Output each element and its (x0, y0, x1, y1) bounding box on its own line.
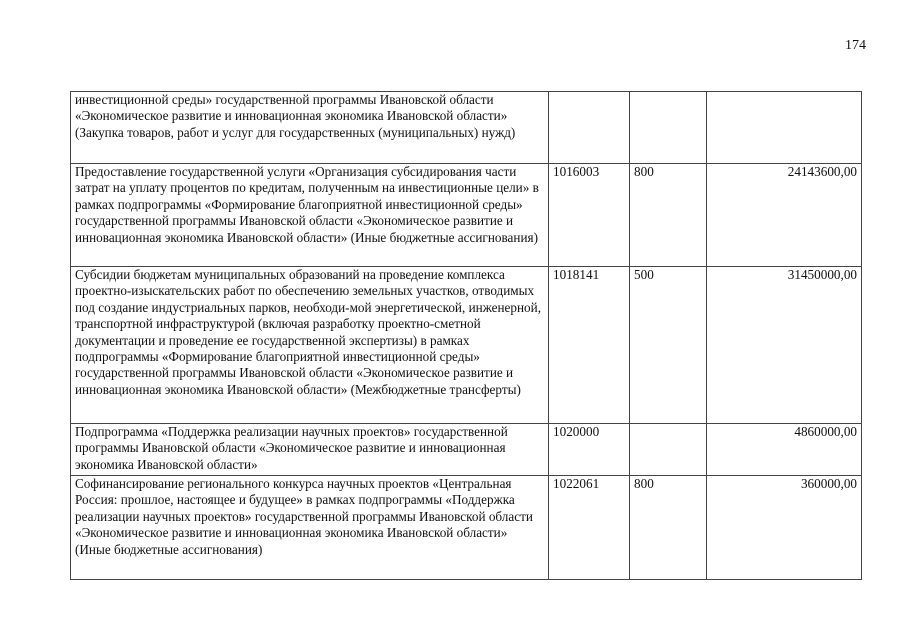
row-type-cell: 800 (630, 164, 707, 267)
row-sum-cell: 24143600,00 (707, 164, 862, 267)
row-type-cell: 500 (630, 267, 707, 424)
row-code-cell: 1020000 (549, 424, 630, 476)
row-name-cell: Предоставление государственной услуги «Организация субсидирования части затрат на уплату процентов по кредитам, полученным на инвестиционные цели» в рамках подпрограммы «Формирование благоприятной инвестиционной среды» государственной программы Ивановской области «Экономическое развитие и инновационная экономика Ивановской области» (Иные бюджетные ассигнования) (71, 164, 549, 267)
row-code-cell: 1022061 (549, 476, 630, 580)
table-row (71, 164, 862, 267)
row-sum-cell: 31450000,00 (707, 267, 862, 424)
row-type-cell: 800 (630, 476, 707, 580)
row-name-cell: Софинансирование регионального конкурса научных проектов «Центральная Россия: прошлое, настоящее и будущее» в рамках подпрограммы «Поддержка реализации научных проектов» государственной программы Ивановской области «Экономическое развитие и инновационная экономика Ивановской области» (Иные бюджетные ассигнования) (71, 476, 549, 580)
row-sum-cell: 4860000,00 (707, 424, 862, 476)
budget-table (70, 91, 862, 580)
row-code-cell: 1016003 (549, 164, 630, 267)
row-sum-cell: 360000,00 (707, 476, 862, 580)
row-name-cell: Субсидии бюджетам муниципальных образований на проведение комплекса проектно-изыскательских работ по обеспечению земельных участков, отводимых под создание индустриальных парков, необходи-мой энергетической, инженерной, транспортной инфраструктурой (включая разработку проектно-сметной документации и проведение ее государственной экспертизы) в рамках подпрограммы «Формирование благоприятной инвестиционной среды» государственной программы Ивановской области «Экономическое развитие и инновационная экономика Ивановской области» (Межбюджетные трансферты) (71, 267, 549, 424)
row-type-cell (630, 424, 707, 476)
page-number: 174 (845, 38, 866, 53)
row-name-cell: инвестиционной среды» государственной программы Ивановской области «Экономическое развитие и инновационная экономика Ивановской области» (Закупка товаров, работ и услуг для государственных (муниципальных) нужд) (71, 92, 549, 164)
table-row (71, 424, 862, 476)
row-type-cell (630, 92, 707, 164)
row-code-cell (549, 92, 630, 164)
row-sum-cell (707, 92, 862, 164)
table-row (71, 92, 862, 164)
table-row (71, 267, 862, 424)
row-code-cell: 1018141 (549, 267, 630, 424)
row-name-cell: Подпрограмма «Поддержка реализации научных проектов» государственной программы Ивановской области «Экономическое развитие и инновационная экономика Ивановской области» (71, 424, 549, 476)
table-row (71, 476, 862, 580)
